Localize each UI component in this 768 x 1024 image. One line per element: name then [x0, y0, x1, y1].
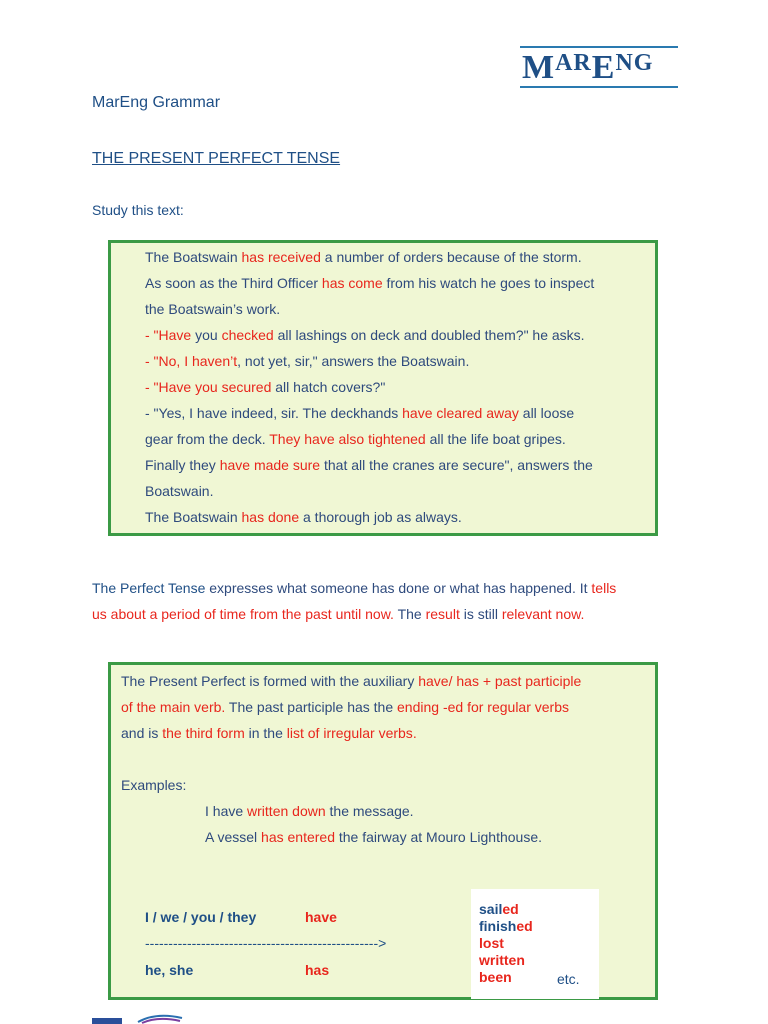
subject-plural: I / we / you / they — [145, 909, 257, 925]
paragraph-line: us about a period of time from the past until now. The result is still relevant now. — [92, 606, 585, 622]
text-line: - "Yes, I have indeed, sir. The deckhands have cleared away all loose — [145, 405, 575, 421]
participle: finished — [479, 918, 533, 934]
text-line: As soon as the Third Officer has come from his watch he goes to inspect — [145, 275, 595, 291]
text-line: - "No, I haven’t, not yet, sir," answers the Boatswain. — [145, 353, 470, 369]
text-line: the Boatswain’s work. — [145, 301, 281, 317]
example-line: I have written down the message. — [205, 803, 414, 819]
participle: written — [479, 952, 525, 968]
participle: lost — [479, 935, 504, 951]
text-line: The Boatswain has received a number of orders because of the storm. — [145, 249, 582, 265]
aux-has: has — [305, 962, 330, 978]
subject-singular: he, she — [145, 962, 194, 978]
text-line: and is the third form in the list of irregular verbs. — [121, 725, 417, 741]
examples-label: Examples: — [121, 777, 187, 793]
arrow: --------------------------------------------------> — [145, 935, 387, 951]
text-line: gear from the deck. They have also tightened all the life boat gripes. — [145, 431, 566, 447]
text-box — [108, 240, 658, 536]
logo-m: M — [522, 49, 556, 86]
participle: been — [479, 969, 512, 985]
text-line: Finally they have made sure that all the cranes are secure", answers the — [145, 457, 593, 473]
example-line: A vessel has entered the fairway at Mouro Lighthouse. — [205, 829, 542, 845]
participle: sailed — [479, 901, 519, 917]
text-line: Boatswain. — [145, 483, 214, 499]
logo-bottom-bar — [520, 86, 678, 88]
aux-have: have — [305, 909, 337, 925]
eu-flag-icon — [92, 1018, 122, 1024]
paragraph-line: The Perfect Tense expresses what someone has done or what has happened. It tells — [92, 580, 617, 596]
text-line: - "Have you checked all lashings on deck and doubled them?" he asks. — [145, 327, 585, 343]
logo-text — [522, 51, 653, 85]
text-line: The Boatswain has done a thorough job as always. — [145, 509, 462, 525]
logo-ar: AR — [555, 50, 592, 76]
grammar-box — [108, 662, 658, 1000]
text-line: - "Have you secured all hatch covers?" — [145, 379, 386, 395]
participle-list — [479, 901, 533, 986]
logo-ng: NG — [615, 50, 654, 76]
doc-subtitle: MarEng Grammar — [92, 94, 221, 111]
swoosh-logo-icon — [136, 1012, 186, 1024]
logo-e: E — [591, 49, 616, 86]
page-title: THE PRESENT PERFECT TENSE — [92, 150, 341, 167]
etc-label: etc. — [557, 971, 580, 987]
logo-top-bar — [520, 46, 678, 48]
text-line: of the main verb. The past participle has the ending -ed for regular verbs — [121, 699, 570, 715]
mareng-logo — [520, 46, 678, 90]
study-heading: Study this text: — [92, 202, 184, 218]
text-line: The Present Perfect is formed with the auxiliary have/ has + past participle — [121, 673, 582, 689]
